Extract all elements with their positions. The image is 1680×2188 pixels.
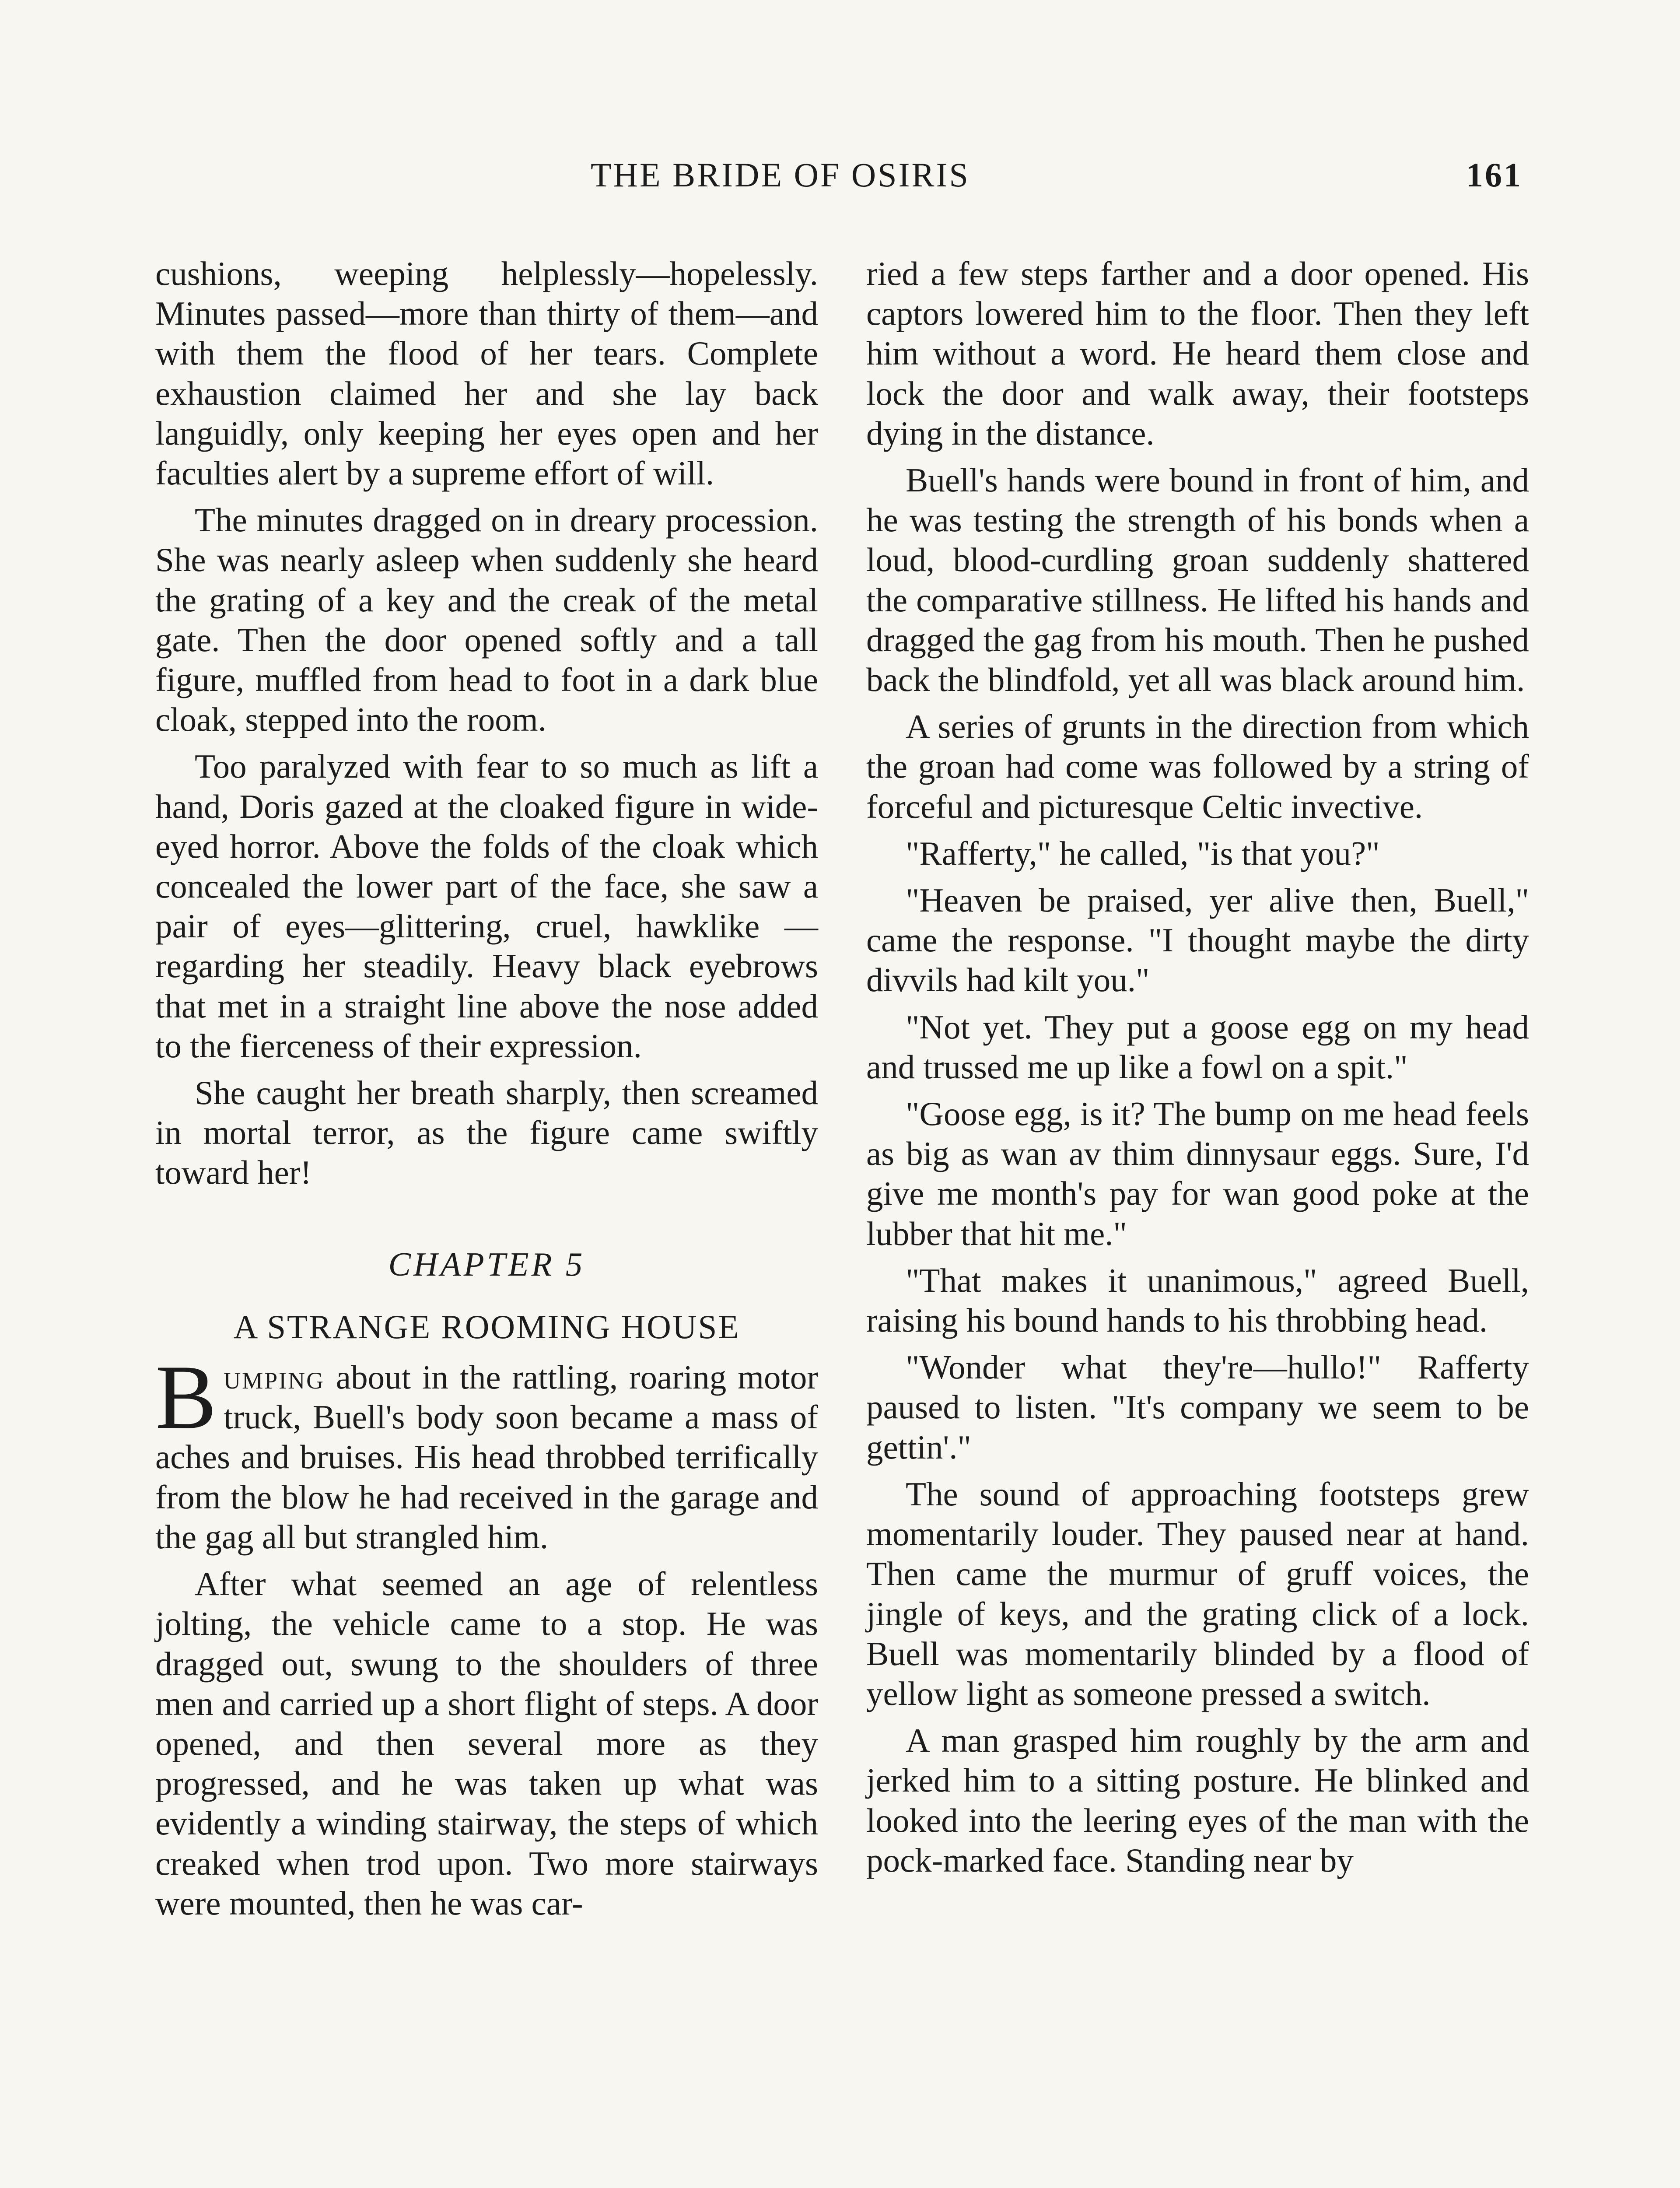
- paragraph: A series of grunts in the direction from which the groan had come was followed by a string of forceful and picturesque Celtic invective.: [866, 708, 1529, 825]
- paragraph-text: about in the rattling, roaring motor truck, Buell's body soon became a mass of aches and bruises. His head throbbed terrifically from the blow he had received in the garage and the gag all but strangled him.: [155, 1358, 818, 1556]
- dialogue-paragraph: "Wonder what they're—hullo!" Rafferty paused to listen. "It's company we seem to be gettin'.": [866, 1348, 1529, 1466]
- chapter-title: A STRANGE ROOMING HOUSE: [233, 1308, 740, 1346]
- left-column: [155, 254, 818, 1930]
- paragraph: Too paralyzed with fear to so much as lift a hand, Doris gazed at the cloaked figure in wide-eyed horror. Above the folds of the cloak which concealed the lower part of the face, she saw a pair of eyes—glittering, cruel, hawklike — regarding her steadily. Heavy black eyebrows that met in a straight line above the nose added to the fierceness of their expression.: [155, 747, 818, 1065]
- chapter-number: CHAPTER 5: [388, 1245, 585, 1283]
- paragraph: She caught her breath sharply, then screamed in mortal terror, as the figure came swiftly toward her!: [155, 1074, 818, 1192]
- running-title: THE BRIDE OF OSIRIS: [591, 156, 970, 194]
- dialogue-paragraph: "Goose egg, is it? The bump on me head feels as big as wan av thim dinnysaur eggs. Sure, I'd give me month's pay for wan good poke at the lubber that hit me.": [866, 1095, 1529, 1252]
- paragraph: Buell's hands were bound in front of him, and he was testing the strength of his bonds when a loud, blood-curdling groan suddenly shattered the comparative stillness. He lifted his hands and dragged the gag from his mouth. Then he pushed back the blindfold, yet all was black around him.: [866, 461, 1529, 699]
- paragraph: The minutes dragged on in dreary procession. She was nearly asleep when suddenly she heard the grating of a key and the creak of the metal gate. Then the door opened softly and a tall figure, muffled from head to foot in a dark blue cloak, stepped into the room.: [155, 501, 818, 739]
- running-head: [591, 155, 1522, 203]
- dialogue-paragraph: "Rafferty," he called, "is that you?": [906, 834, 1380, 872]
- paragraph: After what seemed an age of relentless jolting, the vehicle came to a stop. He was dragged out, swung to the shoulders of three men and carried up a short flight of steps. A door opened, and then several more as they progressed, and he was taken up what was evidently a winding stairway, the steps of which creaked when trod upon. Two more stairways were mounted, then he was car-: [155, 1565, 818, 1922]
- paragraph: ried a few steps farther and a door opened. His captors lowered him to the floor. Then they left him without a word. He heard them close and lock the door and walk away, their footsteps dying in the distance.: [866, 255, 1529, 452]
- dialogue-paragraph: "Heaven be praised, yer alive then, Buell," came the response. "I thought maybe the dirty divvils had kilt you.": [866, 881, 1529, 999]
- paragraph: A man grasped him roughly by the arm and jerked him to a sitting posture. He blinked and looked into the leering eyes of the man with the pock-marked face. Standing near by: [866, 1722, 1529, 1879]
- small-caps-lead: umping: [224, 1358, 325, 1396]
- dialogue-paragraph: "Not yet. They put a goose egg on my head and trussed me up like a fowl on a spit.": [866, 1008, 1529, 1086]
- chapter-opening-paragraph: [155, 1346, 818, 1557]
- paragraph: The sound of approaching footsteps grew momentarily louder. They paused near at hand. Then came the murmur of gruff voices, the jingle of keys, and the grating click of a lock. Buell was momentarily blinded by a flood of yellow light as someone pressed a switch.: [866, 1475, 1529, 1712]
- drop-cap: B: [155, 1346, 217, 1448]
- page-number: 161: [1466, 156, 1522, 194]
- dialogue-paragraph: "That makes it unanimous," agreed Buell, raising his bound hands to his throbbing head.: [866, 1261, 1529, 1339]
- right-column: [866, 254, 1529, 1887]
- paragraph: cushions, weeping helplessly—hopelessly. Minutes passed—more than thirty of them—and with them the flood of her tears. Complete exhaustion claimed her and she lay back languidly, only keeping her eyes open and her faculties alert by a supreme effort of will.: [155, 255, 818, 492]
